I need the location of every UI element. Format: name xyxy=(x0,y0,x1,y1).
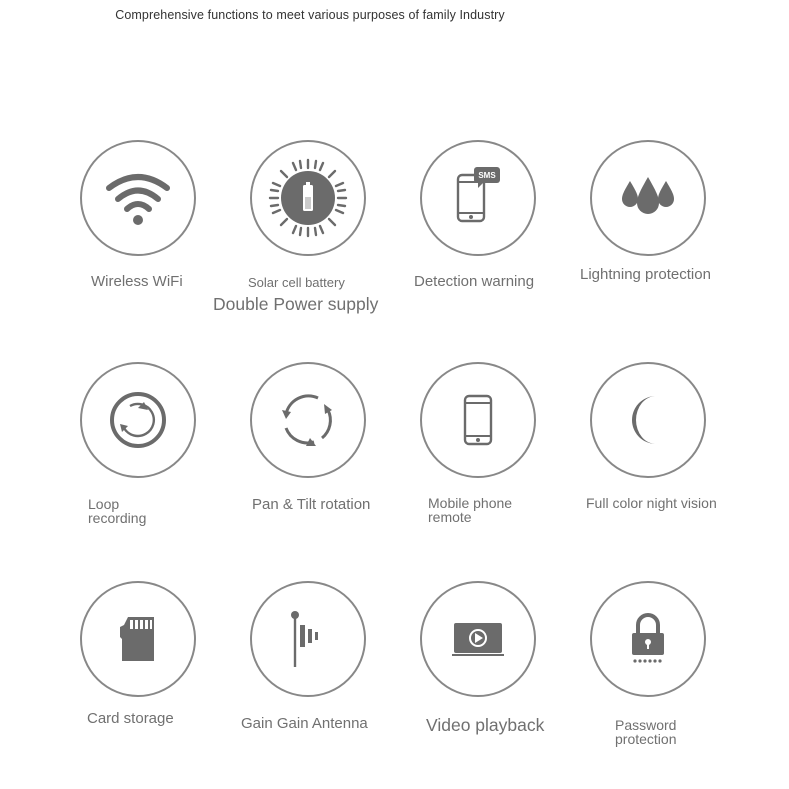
feature-label-wifi: Wireless WiFi xyxy=(91,273,183,290)
feature-label-video-playback: Video playback xyxy=(426,715,545,735)
svg-text:SMS: SMS xyxy=(478,171,496,180)
feature-label-pan-tilt: Pan & Tilt rotation xyxy=(252,496,371,513)
loop-icon xyxy=(108,390,168,450)
feature-card-storage xyxy=(80,581,196,697)
feature-lightning-protection xyxy=(590,140,706,256)
feature-pan-tilt xyxy=(250,362,366,478)
feature-wifi xyxy=(80,140,196,256)
feature-label-mobile-remote: Mobile phone remote xyxy=(428,495,513,525)
sms-phone-icon xyxy=(448,163,508,233)
feature-mobile-remote xyxy=(420,362,536,478)
feature-label-loop-recording: Loop recording xyxy=(88,496,147,526)
feature-solar-battery xyxy=(250,140,366,256)
solar-battery-icon xyxy=(268,158,348,238)
rotation-icon xyxy=(276,388,340,452)
feature-loop-recording xyxy=(80,362,196,478)
padlock-icon xyxy=(628,611,668,667)
feature-password-protection xyxy=(590,581,706,697)
moon-icon xyxy=(618,390,678,450)
feature-label-password-protection: Password protection xyxy=(615,717,677,747)
feature-detection-warning xyxy=(420,140,536,256)
feature-label-solar-battery: Solar cell battery xyxy=(248,275,345,290)
sd-card-icon xyxy=(116,613,160,665)
feature-label-lightning-protection: Lightning protection xyxy=(580,266,711,283)
feature-label-detection-warning: Detection warning xyxy=(414,273,535,290)
wifi-icon xyxy=(103,168,173,228)
feature-antenna xyxy=(250,581,366,697)
feature-night-vision xyxy=(590,362,706,478)
antenna-icon xyxy=(283,607,333,671)
feature-sublabel-power: Double Power supply xyxy=(213,294,379,314)
video-play-icon xyxy=(450,619,506,659)
page-title: Comprehensive functions to meet various purposes of family Industry xyxy=(115,8,505,22)
feature-label-antenna: Gain Gain Antenna xyxy=(241,715,368,732)
phone-icon xyxy=(458,390,498,450)
feature-video-playback xyxy=(420,581,536,697)
feature-label-night-vision: Full color night vision xyxy=(586,495,717,511)
water-drops-icon xyxy=(618,173,678,223)
feature-label-card-storage: Card storage xyxy=(87,710,174,727)
